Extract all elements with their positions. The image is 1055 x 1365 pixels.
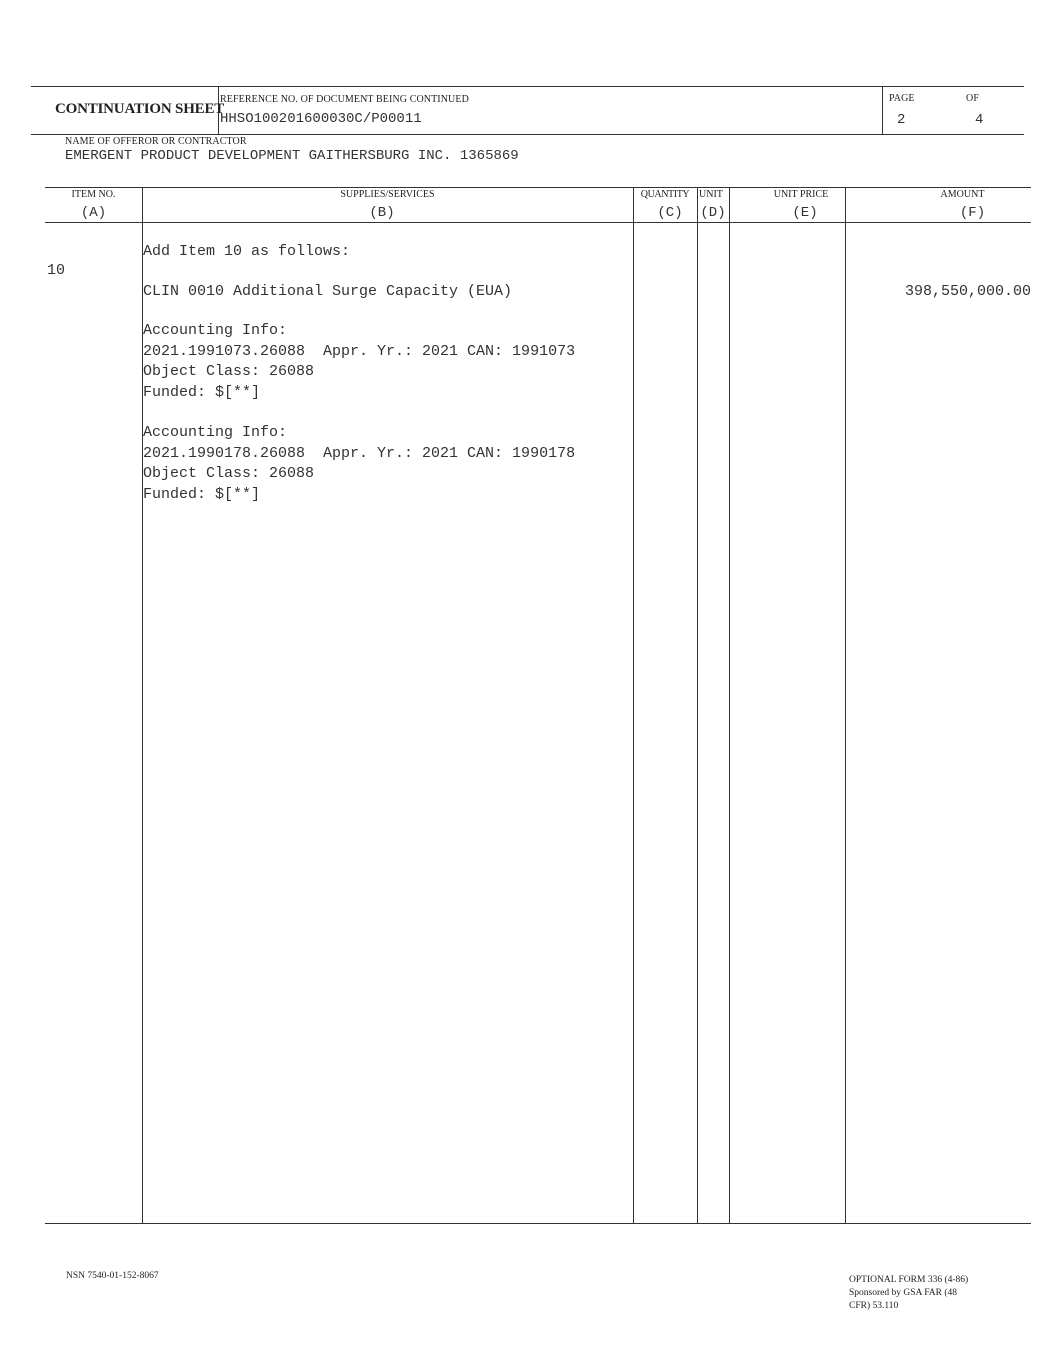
column-divider-b-c: [633, 187, 634, 1223]
offeror-name: EMERGENT PRODUCT DEVELOPMENT GAITHERSBURG INC. 1365869: [65, 148, 519, 164]
object-class: Object Class: 26088: [143, 363, 315, 380]
nsn-number: NSN 7540-01-152-8067: [66, 1271, 159, 1281]
accounting-line: 2021.1990178.26088 Appr. Yr.: 2021 CAN: 1990178: [143, 444, 576, 462]
accounting-label: Accounting Info:: [143, 322, 288, 339]
form-line-3: CFR) 53.110: [849, 1301, 899, 1311]
item-number: 10: [47, 262, 66, 279]
column-divider-e-f: [845, 187, 846, 1223]
page-number: 2: [897, 112, 906, 128]
column-letter-a: (A): [80, 205, 107, 221]
object-class: Object Class: 26088: [143, 465, 315, 482]
table-header-rule: [45, 222, 1031, 223]
accounting-block-2: [143, 423, 575, 505]
accounting-block-1: [143, 321, 575, 403]
accounting-line: 2021.1991073.26088 Appr. Yr.: 2021 CAN: 1991073: [143, 342, 576, 360]
header-bottom-rule: [31, 134, 1024, 135]
form-line-1: OPTIONAL FORM 336 (4-86): [849, 1275, 969, 1285]
column-header-supplies: SUPPLIES/SERVICES: [340, 189, 435, 200]
column-header-quantity: QUANTITY: [640, 189, 690, 200]
column-divider-c-d: [697, 187, 698, 1223]
table-bottom-rule: [45, 1223, 1031, 1224]
item-amount: 398,550,000.00: [904, 283, 1031, 300]
column-header-item-no: ITEM NO.: [71, 189, 116, 200]
header-top-rule: [31, 86, 1024, 87]
form-title: CONTINUATION SHEET: [55, 101, 225, 117]
column-header-unit-price: UNIT PRICE: [773, 189, 829, 200]
of-label: OF: [966, 93, 979, 104]
column-letter-e: (E): [792, 205, 818, 221]
header-divider-right: [882, 86, 883, 134]
intro-line: Add Item 10 as follows:: [143, 243, 351, 260]
accounting-label: Accounting Info:: [143, 424, 288, 441]
form-line-2: Sponsored by GSA FAR (48: [849, 1288, 958, 1298]
reference-number: HHSO100201600030C/P00011: [220, 111, 422, 127]
offeror-label: NAME OF OFFEROR OR CONTRACTOR: [65, 136, 247, 147]
column-letter-d: (D): [700, 205, 726, 221]
funded-amount: Funded: $[**]: [143, 485, 261, 503]
total-pages: 4: [975, 112, 984, 128]
column-header-amount: AMOUNT: [940, 189, 985, 200]
clin-description: CLIN 0010 Additional Surge Capacity (EUA): [143, 283, 513, 300]
column-letter-c: (C): [657, 205, 683, 221]
table-top-rule: [45, 187, 1031, 188]
column-header-unit: UNIT: [699, 189, 723, 200]
page-label: PAGE: [889, 93, 915, 104]
column-letter-f: (F): [959, 205, 986, 221]
column-letter-b: (B): [369, 205, 395, 221]
column-divider-d-e: [729, 187, 730, 1223]
funded-amount: Funded: $[**]: [143, 383, 261, 401]
reference-label: REFERENCE NO. OF DOCUMENT BEING CONTINUED: [220, 94, 469, 105]
form-designation: [849, 1274, 968, 1313]
